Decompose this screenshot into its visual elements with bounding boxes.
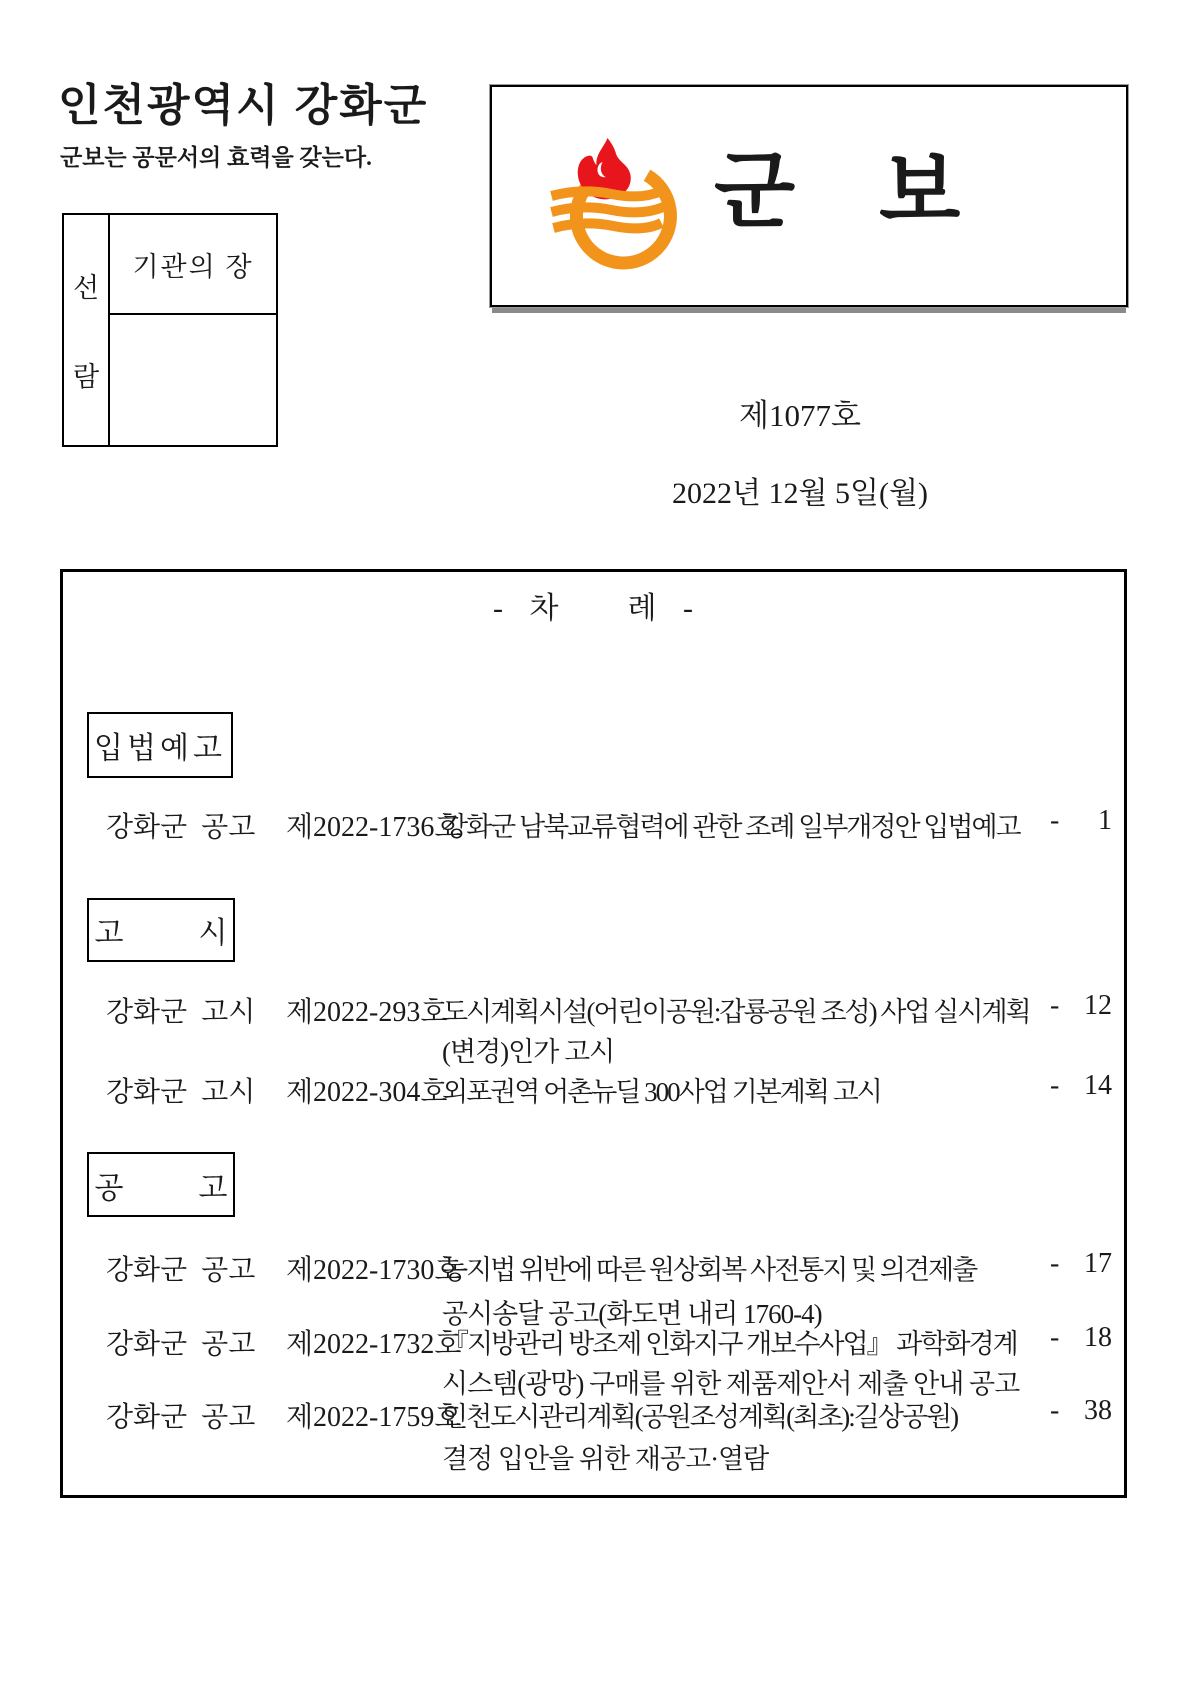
section-label-notice: 고 시 xyxy=(87,898,235,962)
section-label-announcement: 공 고 xyxy=(87,1152,235,1217)
entry-leader-dash: - xyxy=(1050,1070,1060,1101)
entry-doc-number: 제2022-293호 xyxy=(286,997,448,1028)
entry-org: 강화군 고시 xyxy=(106,997,256,1028)
entry-org: 강화군 고시 xyxy=(106,1077,256,1108)
entry-page-number: 14 xyxy=(1084,1070,1112,1101)
entry-page-number: 1 xyxy=(1098,805,1112,836)
entry-org: 강화군 공고 xyxy=(106,1402,256,1433)
toc-entry xyxy=(106,805,1112,841)
issue-date: 2022년 12월 5일(월) xyxy=(672,477,928,510)
gazette-header-box xyxy=(490,85,1128,307)
section-label-legislation-notice: 입법예고 xyxy=(87,712,233,778)
entry-page-number: 38 xyxy=(1084,1395,1112,1426)
entry-doc-number: 제2022-304호 xyxy=(286,1077,448,1108)
entry-doc-number: 제2022-1732호 xyxy=(286,1329,462,1360)
entry-doc-number: 제2022-1736호 xyxy=(286,812,462,843)
county-emblem-icon xyxy=(545,138,686,273)
gazette-title: 군 보 xyxy=(714,144,961,238)
entry-title-continuation: (변경)인가 고시 xyxy=(442,1037,615,1067)
entry-page-number: 12 xyxy=(1084,990,1112,1021)
entry-org: 강화군 공고 xyxy=(106,1329,256,1360)
agency-head-cell: 기관의 장 xyxy=(110,215,276,315)
toc-title: - 차 례 - xyxy=(493,592,694,625)
entry-title-continuation: 시스템(광망) 구매를 위한 제품제안서 제출 안내 공고 xyxy=(442,1369,1020,1399)
entry-title: 외포권역 어촌뉴딜 300사업 기본계획 고시 xyxy=(442,1077,881,1107)
signature-blank-cell xyxy=(110,315,276,445)
approval-side-char-bottom: 람 xyxy=(72,362,100,393)
entry-org: 강화군 공고 xyxy=(106,812,256,843)
entry-title-continuation: 결정 입안을 위한 재공고·열람 xyxy=(442,1444,769,1474)
entry-leader-dash: - xyxy=(1050,1395,1060,1426)
approval-stamp-table xyxy=(62,213,278,447)
entry-title: 『지방관리 방조제 인화지구 개보수사업』 과학화경계 xyxy=(442,1329,1017,1359)
entry-page-number: 17 xyxy=(1084,1248,1112,1279)
approval-side-char-top: 선 xyxy=(72,272,100,303)
entry-title: 농지법 위반에 따른 원상회복 사전통지 및 의견제출 xyxy=(442,1255,977,1285)
toc-box xyxy=(60,569,1127,1498)
entry-leader-dash: - xyxy=(1050,1248,1060,1279)
toc-entry xyxy=(106,1070,1112,1106)
region-title: 인천광역시 강화군 xyxy=(58,81,429,130)
approval-main-column xyxy=(110,215,276,445)
entry-org: 강화군 공고 xyxy=(106,1255,256,1286)
entry-title: 강화군 남북교류협력에 관한 조례 일부개정안 입법예고 xyxy=(442,812,1020,842)
entry-leader-dash: - xyxy=(1050,805,1060,836)
entry-page-number: 18 xyxy=(1084,1322,1112,1353)
approval-side-column xyxy=(64,215,110,445)
entry-title: 인천도시관리계획(공원조성계획(최초):길상공원) xyxy=(442,1402,958,1432)
toc-entry xyxy=(106,1395,1112,1431)
entry-leader-dash: - xyxy=(1050,990,1060,1021)
gazette-slogan: 군보는 공문서의 효력을 갖는다. xyxy=(60,145,372,170)
entry-doc-number: 제2022-1730호 xyxy=(286,1255,462,1286)
entry-title-continuation: 공시송달 공고(화도면 내리 1760-4) xyxy=(442,1299,822,1329)
entry-title: 도시계획시설(어린이공원:갑룡공원 조성) 사업 실시계획 xyxy=(442,997,1030,1027)
toc-entry xyxy=(106,1322,1112,1358)
toc-entry xyxy=(106,1248,1112,1284)
toc-entry xyxy=(106,990,1112,1026)
entry-doc-number: 제2022-1759호 xyxy=(286,1402,462,1433)
issue-number: 제1077호 xyxy=(739,398,861,433)
entry-leader-dash: - xyxy=(1050,1322,1060,1353)
